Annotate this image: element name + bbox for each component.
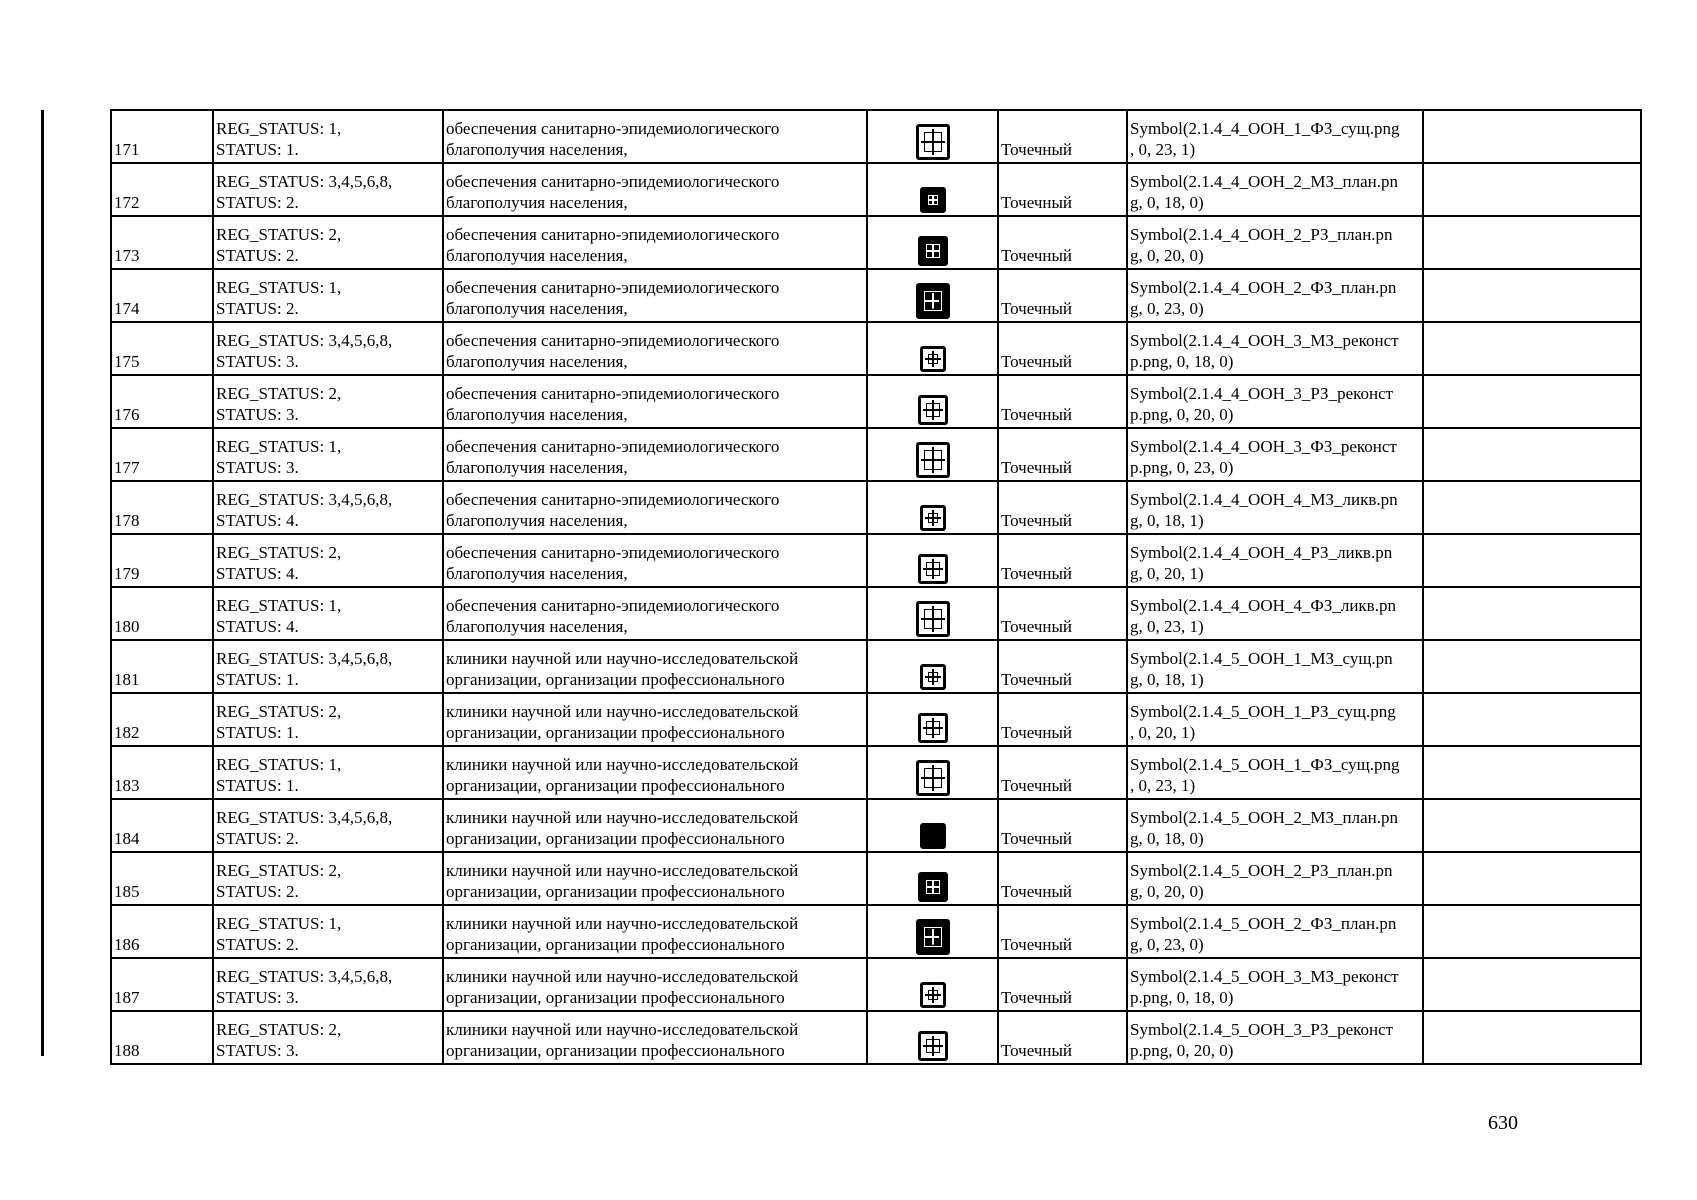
- symbol-preview-cell: [867, 799, 998, 852]
- description-cell: обеспечения санитарно-эпидемиологического благополучия населения,: [443, 375, 867, 428]
- symbol-expression-cell: Symbol(2.1.4_4_ООН_2_МЗ_план.pn g, 0, 18, 0): [1127, 163, 1423, 216]
- symbol-expression-cell: Symbol(2.1.4_5_ООН_3_РЗ_реконст р.png, 0, 20, 0): [1127, 1011, 1423, 1064]
- symbol-preview-cell: [867, 163, 998, 216]
- status-cell: REG_STATUS: 1, STATUS: 4.: [213, 587, 443, 640]
- hospital-facility-icon: [918, 554, 948, 584]
- description-cell: обеспечения санитарно-эпидемиологического благополучия населения,: [443, 322, 867, 375]
- description-cell: обеспечения санитарно-эпидемиологического благополучия населения,: [443, 216, 867, 269]
- empty-cell: [1423, 163, 1641, 216]
- symbol-expression-cell: Symbol(2.1.4_5_ООН_1_РЗ_сущ.png , 0, 20, 1): [1127, 693, 1423, 746]
- status-cell: REG_STATUS: 2, STATUS: 4.: [213, 534, 443, 587]
- empty-cell: [1423, 216, 1641, 269]
- geometry-type-cell: Точечный: [998, 640, 1127, 693]
- geometry-type-cell: Точечный: [998, 269, 1127, 322]
- row-number: 186: [111, 905, 213, 958]
- hospital-facility-icon: [916, 283, 950, 319]
- symbol-preview-cell: [867, 852, 998, 905]
- table-row: [111, 163, 1641, 216]
- geometry-type-cell: Точечный: [998, 1011, 1127, 1064]
- empty-cell: [1423, 481, 1641, 534]
- symbol-expression-cell: Symbol(2.1.4_5_ООН_1_МЗ_сущ.pn g, 0, 18, 1): [1127, 640, 1423, 693]
- symbol-expression-cell: Symbol(2.1.4_5_ООН_3_МЗ_реконст р.png, 0, 18, 0): [1127, 958, 1423, 1011]
- row-number: 174: [111, 269, 213, 322]
- geometry-type-cell: Точечный: [998, 905, 1127, 958]
- symbol-expression-cell: Symbol(2.1.4_4_ООН_4_РЗ_ликв.pn g, 0, 20, 1): [1127, 534, 1423, 587]
- clinic-facility-icon: [920, 664, 946, 690]
- table-row: [111, 905, 1641, 958]
- table-row: [111, 640, 1641, 693]
- description-cell: клиники научной или научно-исследовательской организации, организации профессионального: [443, 799, 867, 852]
- symbol-preview-cell: [867, 428, 998, 481]
- hospital-facility-icon: [916, 124, 950, 160]
- description-cell: клиники научной или научно-исследовательской организации, организации профессионального: [443, 905, 867, 958]
- clinic-facility-icon: [918, 872, 948, 902]
- clinic-facility-icon: [918, 713, 948, 743]
- status-cell: REG_STATUS: 1, STATUS: 1.: [213, 110, 443, 163]
- geometry-type-cell: Точечный: [998, 322, 1127, 375]
- margin-rule: [41, 110, 44, 1056]
- status-cell: REG_STATUS: 3,4,5,6,8, STATUS: 2.: [213, 799, 443, 852]
- status-cell: REG_STATUS: 3,4,5,6,8, STATUS: 1.: [213, 640, 443, 693]
- hospital-facility-icon: [920, 346, 946, 372]
- symbol-expression-cell: Symbol(2.1.4_4_ООН_2_ФЗ_план.pn g, 0, 23, 0): [1127, 269, 1423, 322]
- description-cell: обеспечения санитарно-эпидемиологического благополучия населения,: [443, 534, 867, 587]
- table-row: [111, 693, 1641, 746]
- symbol-preview-cell: [867, 640, 998, 693]
- empty-cell: [1423, 269, 1641, 322]
- description-cell: обеспечения санитарно-эпидемиологического благополучия населения,: [443, 481, 867, 534]
- symbol-expression-cell: Symbol(2.1.4_4_ООН_3_ФЗ_реконст р.png, 0, 23, 0): [1127, 428, 1423, 481]
- empty-cell: [1423, 693, 1641, 746]
- geometry-type-cell: Точечный: [998, 799, 1127, 852]
- status-cell: REG_STATUS: 3,4,5,6,8, STATUS: 3.: [213, 322, 443, 375]
- table-row: [111, 534, 1641, 587]
- description-cell: обеспечения санитарно-эпидемиологического благополучия населения,: [443, 587, 867, 640]
- status-cell: REG_STATUS: 3,4,5,6,8, STATUS: 3.: [213, 958, 443, 1011]
- row-number: 173: [111, 216, 213, 269]
- geometry-type-cell: Точечный: [998, 216, 1127, 269]
- description-cell: обеспечения санитарно-эпидемиологического благополучия населения,: [443, 428, 867, 481]
- status-cell: REG_STATUS: 2, STATUS: 3.: [213, 375, 443, 428]
- table-row: [111, 799, 1641, 852]
- status-cell: REG_STATUS: 1, STATUS: 3.: [213, 428, 443, 481]
- row-number: 175: [111, 322, 213, 375]
- row-number: 178: [111, 481, 213, 534]
- table-row: [111, 216, 1641, 269]
- table-row: [111, 852, 1641, 905]
- empty-cell: [1423, 428, 1641, 481]
- geometry-type-cell: Точечный: [998, 163, 1127, 216]
- status-cell: REG_STATUS: 1, STATUS: 2.: [213, 905, 443, 958]
- row-number: 181: [111, 640, 213, 693]
- symbol-preview-cell: [867, 269, 998, 322]
- table-row: [111, 481, 1641, 534]
- clinic-facility-icon: [916, 919, 950, 955]
- table-row: [111, 269, 1641, 322]
- symbol-preview-cell: [867, 216, 998, 269]
- symbol-preview-cell: [867, 746, 998, 799]
- hospital-facility-icon: [920, 187, 946, 213]
- row-number: 177: [111, 428, 213, 481]
- geometry-type-cell: Точечный: [998, 534, 1127, 587]
- row-number: 184: [111, 799, 213, 852]
- description-cell: клиники научной или научно-исследовательской организации, организации профессионального: [443, 640, 867, 693]
- status-cell: REG_STATUS: 1, STATUS: 1.: [213, 746, 443, 799]
- table-row: [111, 322, 1641, 375]
- table-row: [111, 110, 1641, 163]
- row-number: 179: [111, 534, 213, 587]
- table-row: [111, 375, 1641, 428]
- row-number: 180: [111, 587, 213, 640]
- row-number: 187: [111, 958, 213, 1011]
- symbol-expression-cell: Symbol(2.1.4_4_ООН_4_МЗ_ликв.pn g, 0, 18, 1): [1127, 481, 1423, 534]
- description-cell: клиники научной или научно-исследовательской организации, организации профессионального: [443, 746, 867, 799]
- empty-cell: [1423, 799, 1641, 852]
- hospital-facility-icon: [918, 236, 948, 266]
- table-row: [111, 958, 1641, 1011]
- row-number: 176: [111, 375, 213, 428]
- geometry-type-cell: Точечный: [998, 746, 1127, 799]
- page-number: 630: [1488, 1112, 1518, 1134]
- row-number: 182: [111, 693, 213, 746]
- empty-cell: [1423, 587, 1641, 640]
- geometry-type-cell: Точечный: [998, 958, 1127, 1011]
- symbol-preview-cell: [867, 110, 998, 163]
- status-cell: REG_STATUS: 2, STATUS: 2.: [213, 852, 443, 905]
- table-row: [111, 746, 1641, 799]
- symbol-expression-cell: Symbol(2.1.4_4_ООН_1_ФЗ_сущ.png , 0, 23, 1): [1127, 110, 1423, 163]
- symbol-registry-table: [110, 109, 1642, 1065]
- symbol-preview-cell: [867, 587, 998, 640]
- hospital-facility-icon: [918, 395, 948, 425]
- geometry-type-cell: Точечный: [998, 587, 1127, 640]
- geometry-type-cell: Точечный: [998, 375, 1127, 428]
- empty-cell: [1423, 1011, 1641, 1064]
- empty-cell: [1423, 852, 1641, 905]
- geometry-type-cell: Точечный: [998, 110, 1127, 163]
- hospital-facility-icon: [916, 442, 950, 478]
- description-cell: клиники научной или научно-исследовательской организации, организации профессионального: [443, 1011, 867, 1064]
- symbol-preview-cell: [867, 693, 998, 746]
- status-cell: REG_STATUS: 2, STATUS: 3.: [213, 1011, 443, 1064]
- symbol-expression-cell: Symbol(2.1.4_4_ООН_3_РЗ_реконст р.png, 0, 20, 0): [1127, 375, 1423, 428]
- symbol-preview-cell: [867, 958, 998, 1011]
- row-number: 183: [111, 746, 213, 799]
- clinic-facility-icon: [920, 823, 946, 849]
- symbol-expression-cell: Symbol(2.1.4_5_ООН_2_МЗ_план.pn g, 0, 18, 0): [1127, 799, 1423, 852]
- clinic-facility-icon: [916, 760, 950, 796]
- empty-cell: [1423, 905, 1641, 958]
- symbol-expression-cell: Symbol(2.1.4_4_ООН_2_РЗ_план.pn g, 0, 20, 0): [1127, 216, 1423, 269]
- symbol-preview-cell: [867, 481, 998, 534]
- symbol-expression-cell: Symbol(2.1.4_5_ООН_1_ФЗ_сущ.png , 0, 23, 1): [1127, 746, 1423, 799]
- symbol-expression-cell: Symbol(2.1.4_5_ООН_2_ФЗ_план.pn g, 0, 23, 0): [1127, 905, 1423, 958]
- geometry-type-cell: Точечный: [998, 428, 1127, 481]
- hospital-facility-icon: [920, 505, 946, 531]
- description-cell: клиники научной или научно-исследовательской организации, организации профессионального: [443, 852, 867, 905]
- symbol-preview-cell: [867, 905, 998, 958]
- status-cell: REG_STATUS: 3,4,5,6,8, STATUS: 2.: [213, 163, 443, 216]
- symbol-expression-cell: Symbol(2.1.4_5_ООН_2_РЗ_план.pn g, 0, 20, 0): [1127, 852, 1423, 905]
- empty-cell: [1423, 322, 1641, 375]
- geometry-type-cell: Точечный: [998, 693, 1127, 746]
- description-cell: обеспечения санитарно-эпидемиологического благополучия населения,: [443, 110, 867, 163]
- symbol-preview-cell: [867, 534, 998, 587]
- status-cell: REG_STATUS: 1, STATUS: 2.: [213, 269, 443, 322]
- status-cell: REG_STATUS: 2, STATUS: 2.: [213, 216, 443, 269]
- symbol-expression-cell: Symbol(2.1.4_4_ООН_4_ФЗ_ликв.pn g, 0, 23, 1): [1127, 587, 1423, 640]
- empty-cell: [1423, 958, 1641, 1011]
- empty-cell: [1423, 746, 1641, 799]
- description-cell: обеспечения санитарно-эпидемиологического благополучия населения,: [443, 269, 867, 322]
- geometry-type-cell: Точечный: [998, 481, 1127, 534]
- empty-cell: [1423, 534, 1641, 587]
- empty-cell: [1423, 375, 1641, 428]
- hospital-facility-icon: [916, 601, 950, 637]
- empty-cell: [1423, 640, 1641, 693]
- description-cell: клиники научной или научно-исследовательской организации, организации профессионального: [443, 693, 867, 746]
- table-row: [111, 1011, 1641, 1064]
- row-number: 171: [111, 110, 213, 163]
- symbol-preview-cell: [867, 375, 998, 428]
- status-cell: REG_STATUS: 2, STATUS: 1.: [213, 693, 443, 746]
- geometry-type-cell: Точечный: [998, 852, 1127, 905]
- description-cell: обеспечения санитарно-эпидемиологического благополучия населения,: [443, 163, 867, 216]
- symbol-preview-cell: [867, 322, 998, 375]
- symbol-preview-cell: [867, 1011, 998, 1064]
- row-number: 172: [111, 163, 213, 216]
- row-number: 188: [111, 1011, 213, 1064]
- description-cell: клиники научной или научно-исследовательской организации, организации профессионального: [443, 958, 867, 1011]
- clinic-facility-icon: [920, 982, 946, 1008]
- row-number: 185: [111, 852, 213, 905]
- status-cell: REG_STATUS: 3,4,5,6,8, STATUS: 4.: [213, 481, 443, 534]
- table-row: [111, 428, 1641, 481]
- clinic-facility-icon: [918, 1031, 948, 1061]
- symbol-expression-cell: Symbol(2.1.4_4_ООН_3_МЗ_реконст р.png, 0, 18, 0): [1127, 322, 1423, 375]
- table-row: [111, 587, 1641, 640]
- empty-cell: [1423, 110, 1641, 163]
